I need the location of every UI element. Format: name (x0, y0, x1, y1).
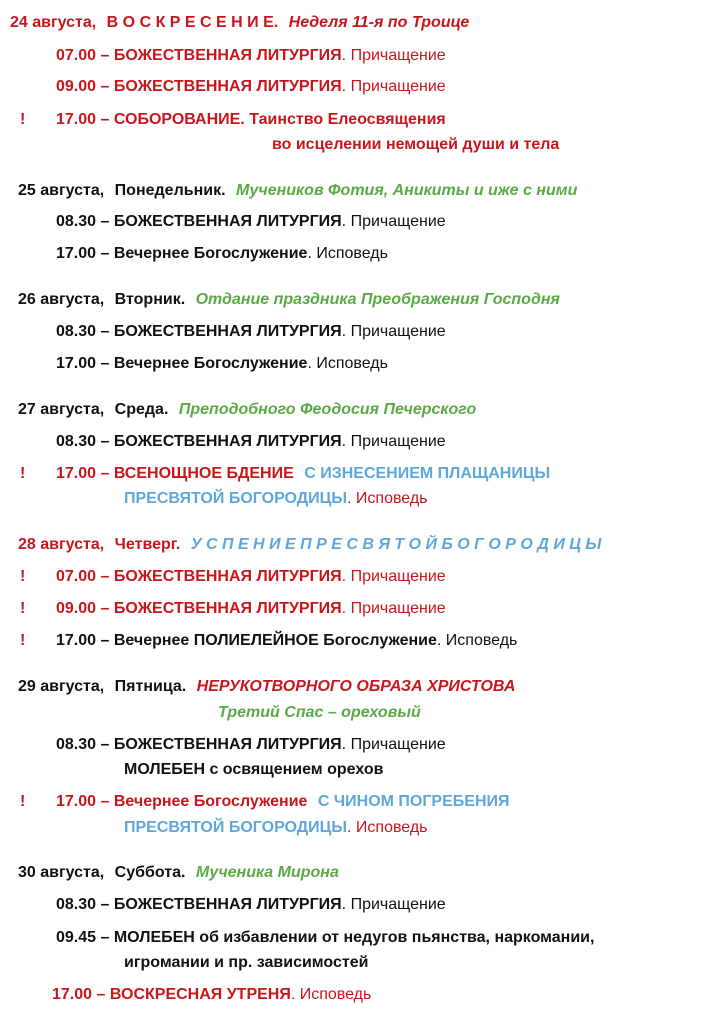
service-line (52, 985, 371, 1005)
service-line2 (124, 489, 428, 509)
attention-mark: ! (20, 632, 26, 649)
attention-mark: ! (20, 600, 26, 617)
service-line (56, 322, 446, 342)
service-line (56, 244, 388, 264)
service-name: БОЖЕСТВЕННАЯ ЛИТУРГИЯ (113, 433, 342, 450)
service-time: 17.00 – (56, 355, 110, 372)
service-note: . Исповедь (307, 355, 388, 372)
day-date: 26 августа, (18, 291, 105, 308)
service-time: 17.00 – (56, 111, 110, 128)
service-line (56, 928, 594, 948)
service-line (56, 599, 446, 619)
day-date: 25 августа, (18, 182, 105, 199)
service-time: 09.00 – (56, 600, 110, 617)
service-note: . Причащение (341, 323, 446, 340)
day-feast-subtitle: Третий Спас – ореховый (218, 704, 421, 721)
day-header (18, 677, 515, 697)
day-feast: Мученика Мирона (195, 864, 339, 881)
service-line (56, 212, 446, 232)
service-note-line2: во исцелении немощей души и тела (272, 136, 560, 153)
day-weekday: Понедельник. (114, 182, 226, 199)
service-time: 09.45 – (56, 929, 110, 946)
day-feast: Отдание праздника Преображения Господня (195, 291, 560, 308)
service-name: БОЖЕСТВЕННАЯ ЛИТУРГИЯ (113, 47, 342, 64)
service-note: . Причащение (341, 78, 446, 95)
day-weekday: Четверг. (114, 536, 181, 553)
service-time: 08.30 – (56, 213, 110, 230)
service-note: . Причащение (341, 736, 446, 753)
attention-mark: ! (20, 568, 26, 585)
service-note: . Причащение (341, 433, 446, 450)
service-name: БОЖЕСТВЕННАЯ ЛИТУРГИЯ (113, 736, 342, 753)
service-name: Вечернее Богослужение (113, 793, 308, 810)
day-header (18, 181, 577, 201)
service-line (56, 792, 510, 812)
service-line (56, 567, 446, 587)
service-time: 17.00 – (56, 793, 110, 810)
service-note: . Исповедь (307, 245, 388, 262)
service-extra-line2: ПРЕСВЯТОЙ БОГОРОДИЦЫ (124, 819, 348, 836)
day-weekday: Пятница. (114, 678, 187, 695)
service-line (56, 110, 446, 130)
service-name: ВОСКРЕСНАЯ УТРЕНЯ (109, 986, 291, 1003)
service-name: Вечернее Богослужение (113, 355, 308, 372)
service-name: Вечернее Богослужение (113, 245, 308, 262)
day-weekday: Суббота. (114, 864, 186, 881)
service-name: Вечернее ПОЛИЕЛЕЙНОЕ Богослужение (113, 632, 437, 649)
service-note: . Исповедь (436, 632, 518, 649)
service-name: БОЖЕСТВЕННАЯ ЛИТУРГИЯ (113, 600, 342, 617)
service-note: . Исповедь (347, 490, 428, 507)
day-feast: Мучеников Фотия, Аникиты и иже с ними (235, 182, 578, 199)
service-name: МОЛЕБЕН об избавлении от недугов пьянства, наркомании, (113, 929, 595, 946)
service-name: БОЖЕСТВЕННАЯ ЛИТУРГИЯ (113, 78, 342, 95)
day-header (18, 535, 601, 555)
service-time: 07.00 – (56, 568, 110, 585)
service-name: БОЖЕСТВЕННАЯ ЛИТУРГИЯ (113, 568, 342, 585)
service-note: . Причащение (341, 568, 446, 585)
service-name: БОЖЕСТВЕННАЯ ЛИТУРГИЯ (113, 213, 342, 230)
service-extra-line2: ПРЕСВЯТОЙ БОГОРОДИЦЫ (124, 490, 348, 507)
service-line (56, 464, 550, 484)
service-time: 07.00 – (56, 47, 110, 64)
service-line2: игромании и пр. зависимостей (124, 954, 369, 971)
service-extra: С ЧИНОМ ПОГРЕБЕНИЯ (317, 793, 510, 810)
day-date: 24 августа, (10, 14, 97, 31)
service-time: 17.00 – (56, 632, 110, 649)
day-header (18, 290, 560, 310)
day-date: 30 августа, (18, 864, 105, 881)
service-time: 08.30 – (56, 323, 110, 340)
day-weekday: Вторник. (114, 291, 186, 308)
service-time: 17.00 – (56, 245, 110, 262)
day-header (18, 400, 476, 420)
service-line (56, 895, 446, 915)
day-weekday: В О С К Р Е С Е Н И Е. (106, 14, 279, 31)
service-time: 09.00 – (56, 78, 110, 95)
service-time: 17.00 – (52, 986, 106, 1003)
day-feast: Неделя 11-я по Троице (288, 14, 470, 31)
service-line2: МОЛЕБЕН с освящением орехов (124, 761, 384, 778)
service-extra: С ИЗНЕСЕНИЕМ ПЛАЩАНИЦЫ (304, 465, 551, 482)
service-line2 (124, 818, 428, 838)
service-line (56, 631, 517, 651)
day-weekday: Среда. (114, 401, 169, 418)
service-name: БОЖЕСТВЕННАЯ ЛИТУРГИЯ (113, 323, 342, 340)
service-name: БОЖЕСТВЕННАЯ ЛИТУРГИЯ (113, 896, 342, 913)
service-line (56, 735, 446, 755)
day-date: 28 августа, (18, 536, 105, 553)
service-name: ВСЕНОЩНОЕ БДЕНИЕ (113, 465, 294, 482)
service-time: 17.00 – (56, 465, 110, 482)
service-line (56, 46, 446, 66)
attention-mark: ! (20, 793, 26, 810)
service-note: . Причащение (341, 896, 446, 913)
service-time: 08.30 – (56, 896, 110, 913)
attention-mark: ! (20, 111, 26, 128)
attention-mark: ! (20, 465, 26, 482)
service-note: . Причащение (341, 47, 446, 64)
day-feast: НЕРУКОТВОРНОГО ОБРАЗА ХРИСТОВА (196, 678, 516, 695)
service-note: . Исповедь (290, 986, 372, 1003)
day-date: 29 августа, (18, 678, 105, 695)
service-time: 08.30 – (56, 736, 110, 753)
service-line (56, 77, 446, 97)
service-name: СОБОРОВАНИЕ (113, 111, 241, 128)
day-header (18, 863, 339, 883)
service-time: 08.30 – (56, 433, 110, 450)
service-note: . Таинство Елеосвящения (240, 111, 446, 128)
service-line (56, 354, 388, 374)
service-note: . Исповедь (347, 819, 428, 836)
day-header (10, 13, 469, 33)
service-note: . Причащение (341, 213, 446, 230)
day-feast: У С П Е Н И Е П Р Е С В Я Т О Й Б О Г О Р О Д И Ц Ы (190, 536, 602, 553)
service-line (56, 432, 446, 452)
day-date: 27 августа, (18, 401, 105, 418)
day-feast: Преподобного Феодосия Печерского (178, 401, 477, 418)
service-note: . Причащение (341, 600, 446, 617)
